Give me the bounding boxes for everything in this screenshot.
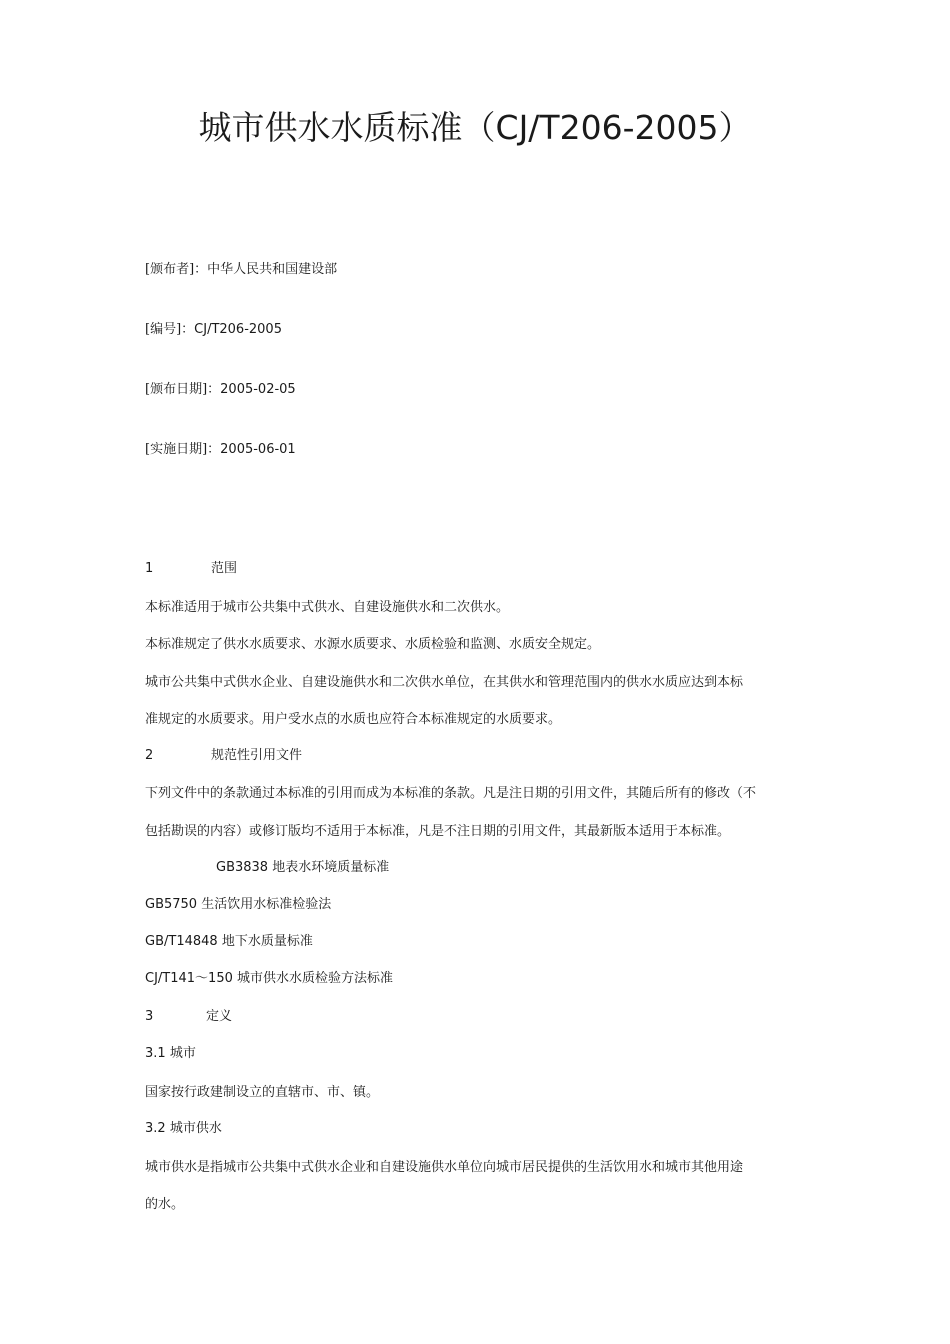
meta-number — [145, 318, 282, 337]
reference-item — [216, 856, 389, 875]
meta-value: CJ/T206-2005 — [194, 322, 282, 337]
subsection-number: 3.1 — [145, 1046, 166, 1061]
subsection-3-1-heading — [145, 1042, 196, 1061]
section-title: 范围 — [211, 561, 238, 576]
reference-code: GB/T14848 — [145, 934, 218, 949]
reference-item — [145, 893, 331, 912]
reference-name: 生活饮用水标准检验法 — [201, 897, 332, 912]
meta-issue-date — [145, 378, 296, 397]
subsection-number: 3.2 — [145, 1121, 166, 1136]
section-3-heading — [145, 1005, 232, 1024]
reference-code: CJ/T141～150 — [145, 971, 233, 986]
paragraph-line: 城市公共集中式供水企业、自建设施供水和二次供水单位，在其供水和管理范围内的供水水质应达到本标 — [145, 675, 744, 690]
reference-code: GB3838 — [216, 860, 269, 875]
paragraph-line: 准规定的水质要求。用户受水点的水质也应符合本标准规定的水质要求。 — [145, 712, 562, 727]
meta-value: 2005-06-01 — [220, 442, 296, 457]
section-number: 1 — [145, 561, 154, 576]
paragraph-line: 国家按行政建制设立的直辖市、市、镇。 — [145, 1085, 380, 1100]
section-title: 规范性引用文件 — [211, 748, 303, 763]
meta-label: [颁布日期]： — [145, 382, 221, 397]
meta-value: 2005-02-05 — [220, 382, 296, 397]
paragraph-line: 的水。 — [145, 1197, 185, 1212]
paragraph-line: 本标准规定了供水水质要求、水源水质要求、水质检验和监测、水质安全规定。 — [145, 637, 601, 652]
meta-label: [实施日期]： — [145, 442, 221, 457]
document-title: 城市供水水质标准（CJ/T206-2005） — [198, 108, 752, 147]
paragraph-line: 包括勘误的内容）或修订版均不适用于本标准，凡是不注日期的引用文件，其最新版本适用于本标准。 — [145, 824, 731, 839]
meta-label: [颁布者]： — [145, 262, 208, 277]
reference-item — [145, 930, 313, 949]
subsection-title: 城市 — [169, 1046, 196, 1061]
subsection-title: 城市供水 — [169, 1121, 222, 1136]
reference-name: 城市供水水质检验方法标准 — [237, 971, 394, 986]
reference-code: GB5750 — [145, 897, 198, 912]
paragraph-line: 城市供水是指城市公共集中式供水企业和自建设施供水单位向城市居民提供的生活饮用水和城市其他用途 — [145, 1160, 744, 1175]
meta-label: [编号]： — [145, 322, 195, 337]
meta-value: 中华人民共和国建设部 — [207, 262, 338, 277]
section-1-heading — [145, 557, 237, 576]
reference-name: 地下水质量标准 — [221, 934, 313, 949]
paragraph-line: 本标准适用于城市公共集中式供水、自建设施供水和二次供水。 — [145, 600, 510, 615]
section-number: 3 — [145, 1009, 154, 1024]
meta-publisher — [145, 258, 337, 277]
reference-item — [145, 967, 393, 986]
section-2-heading — [145, 744, 302, 763]
paragraph-line: 下列文件中的条款通过本标准的引用而成为本标准的条款。凡是注日期的引用文件，其随后所有的修改（不 — [145, 786, 757, 801]
subsection-3-2-heading — [145, 1117, 222, 1136]
reference-name: 地表水环境质量标准 — [272, 860, 390, 875]
section-title: 定义 — [206, 1009, 233, 1024]
meta-effective-date — [145, 438, 296, 457]
section-number: 2 — [145, 748, 154, 763]
